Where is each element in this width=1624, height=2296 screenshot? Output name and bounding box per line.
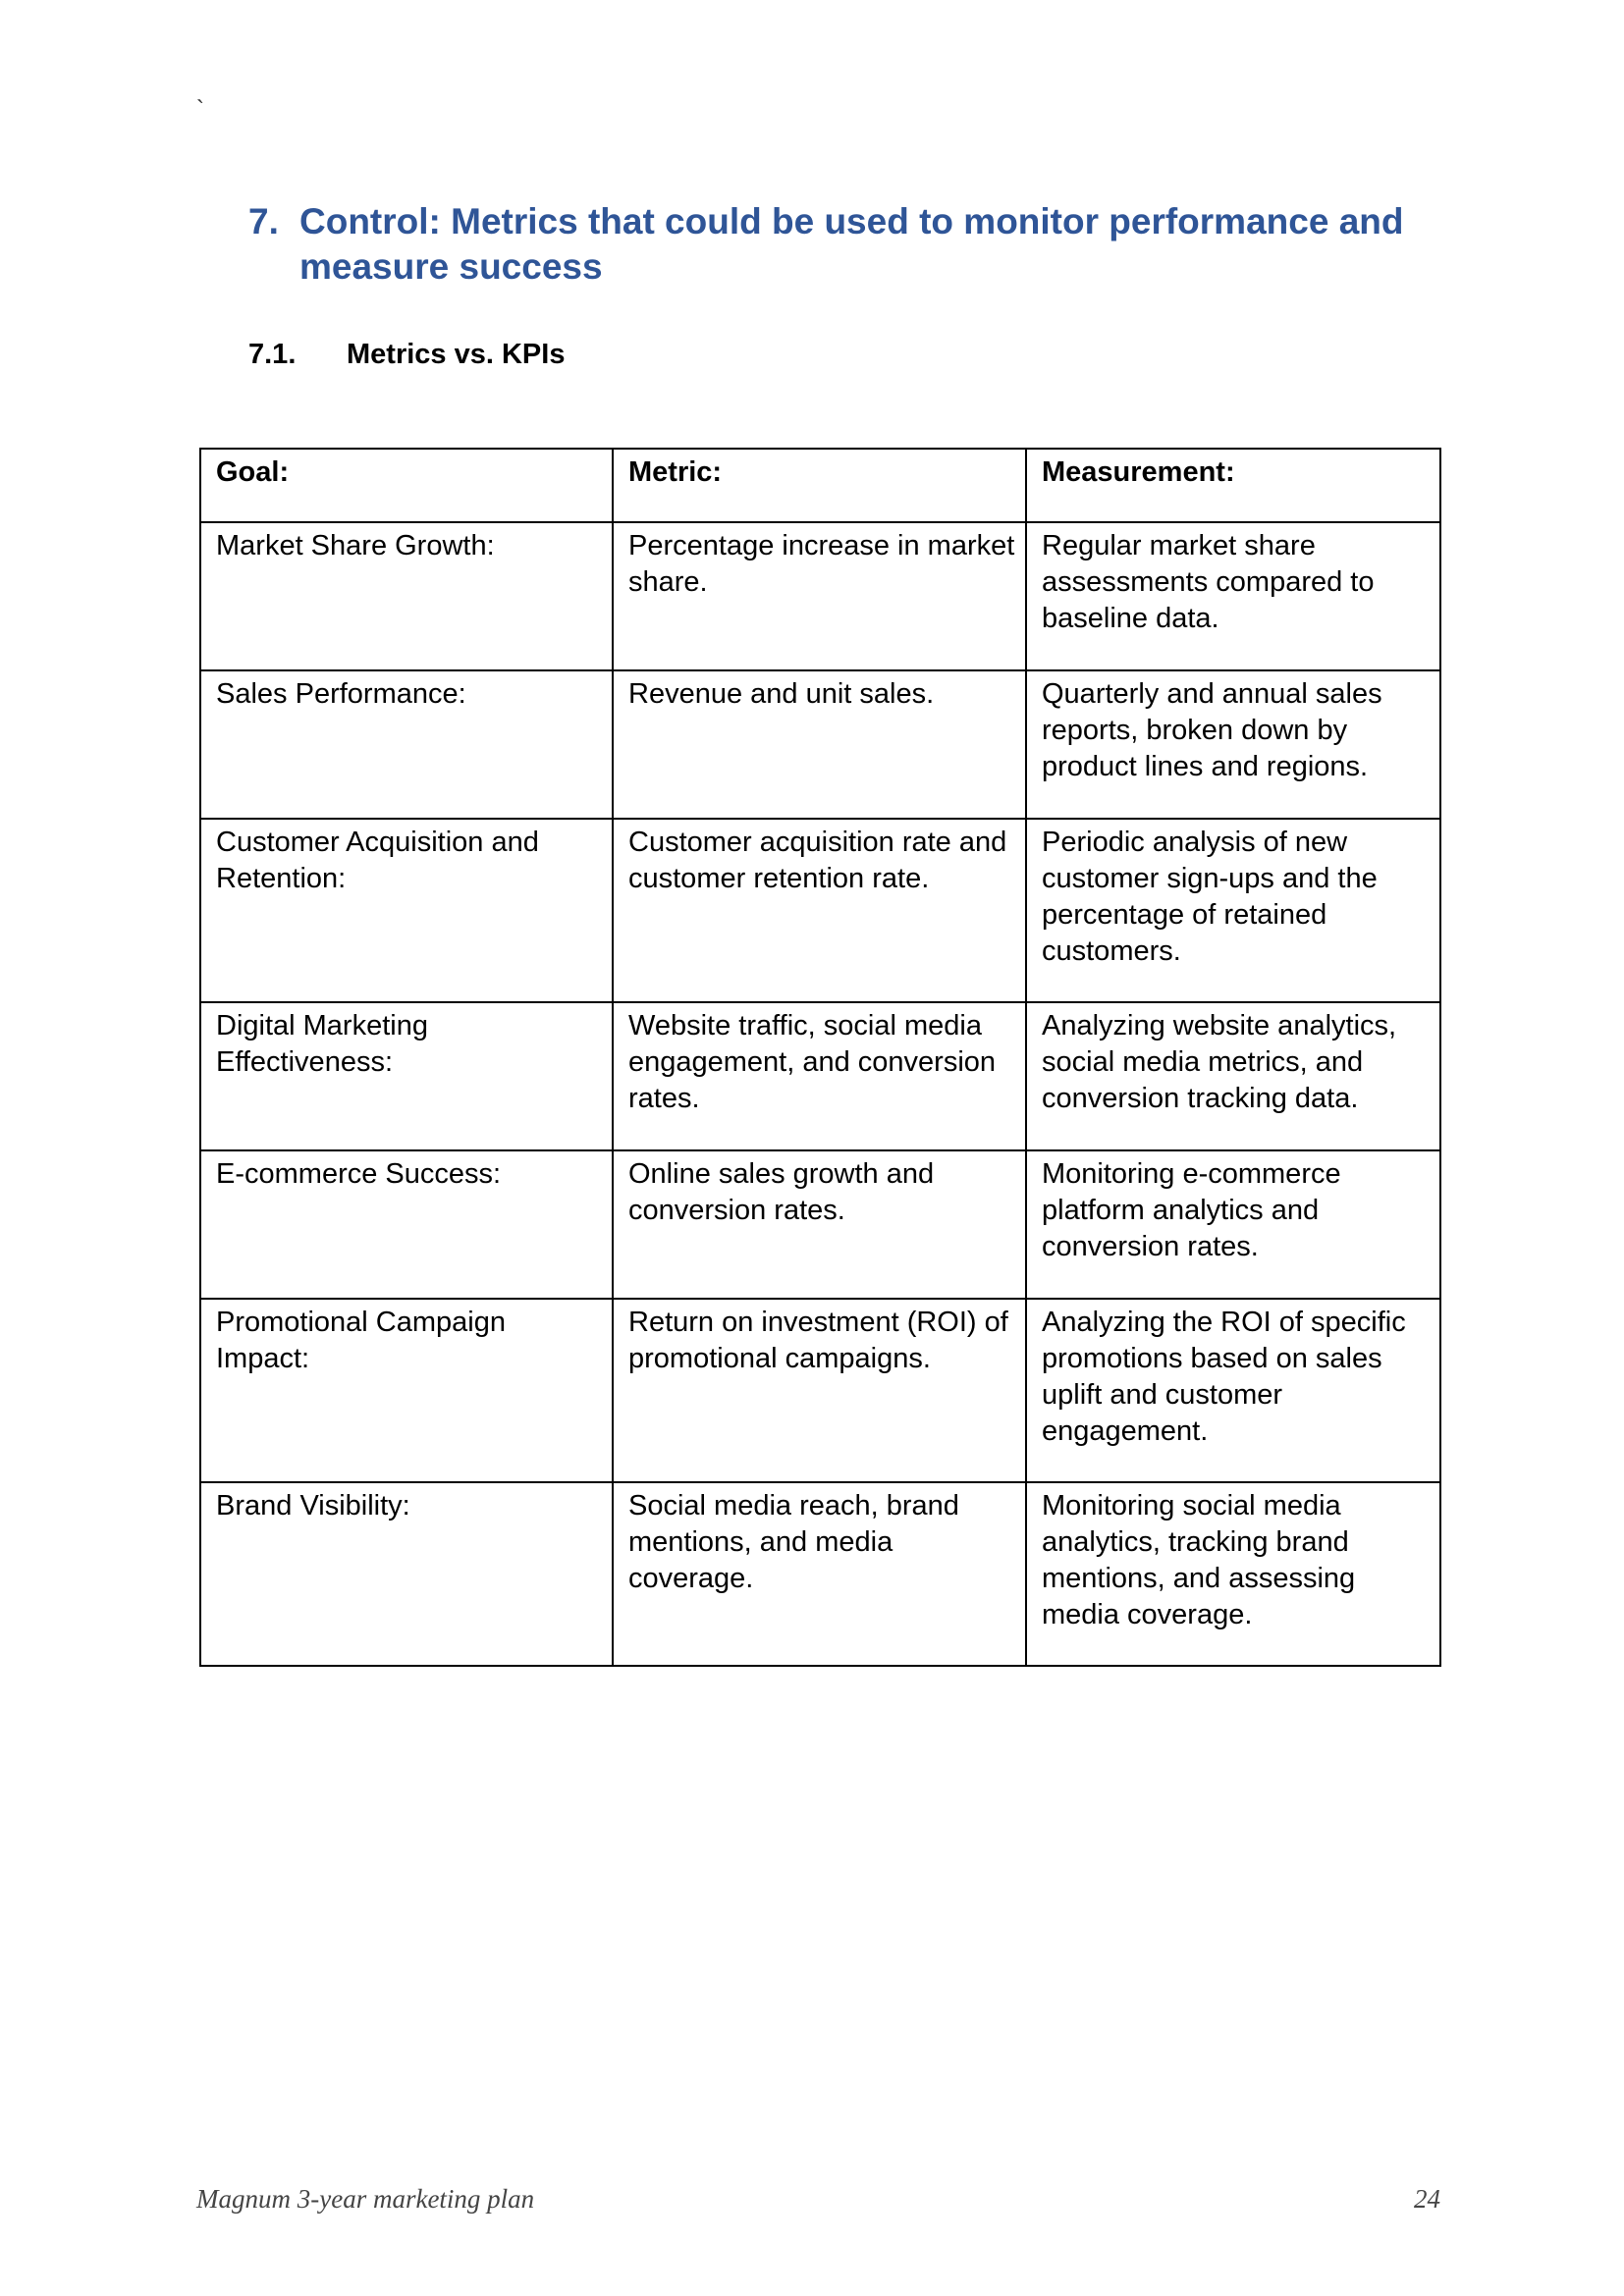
goal-cell: Promotional Campaign Impact: — [200, 1299, 613, 1482]
header-goal: Goal: — [200, 449, 613, 522]
goal-cell: Sales Performance: — [200, 670, 613, 819]
header-measurement: Measurement: — [1026, 449, 1440, 522]
corner-mark: ` — [196, 96, 204, 123]
table-row — [200, 522, 1440, 670]
measurement-cell: Quarterly and annual sales reports, broken down by product lines and regions. — [1026, 670, 1440, 819]
measurement-cell: Monitoring social media analytics, tracking brand mentions, and assessing media coverage. — [1026, 1482, 1440, 1666]
table-header-row — [200, 449, 1440, 522]
subsection-heading-text: Metrics vs. KPIs — [347, 339, 566, 370]
metric-cell: Revenue and unit sales. — [613, 670, 1026, 819]
table-row — [200, 819, 1440, 1002]
metric-cell: Return on investment (ROI) of promotional campaigns. — [613, 1299, 1026, 1482]
table-row — [200, 670, 1440, 819]
metric-cell: Percentage increase in market share. — [613, 522, 1026, 670]
metric-cell: Customer acquisition rate and customer retention rate. — [613, 819, 1026, 1002]
footer-document-title: Magnum 3-year marketing plan — [196, 2184, 535, 2214]
metrics-table — [199, 448, 1441, 1667]
subsection-heading-number: 7.1. — [248, 339, 297, 370]
section-heading — [248, 199, 1466, 290]
measurement-cell: Analyzing website analytics, social media metrics, and conversion tracking data. — [1026, 1002, 1440, 1150]
table-row — [200, 1150, 1440, 1299]
goal-cell: Market Share Growth: — [200, 522, 613, 670]
table-row — [200, 1002, 1440, 1150]
measurement-cell: Monitoring e-commerce platform analytics and conversion rates. — [1026, 1150, 1440, 1299]
goal-cell: Digital Marketing Effectiveness: — [200, 1002, 613, 1150]
measurement-cell: Periodic analysis of new customer sign-ups and the percentage of retained customers. — [1026, 819, 1440, 1002]
measurement-cell: Analyzing the ROI of specific promotions based on sales uplift and customer engagement. — [1026, 1299, 1440, 1482]
metric-cell: Website traffic, social media engagement, and conversion rates. — [613, 1002, 1026, 1150]
goal-cell: Brand Visibility: — [200, 1482, 613, 1666]
metric-cell: Social media reach, brand mentions, and media coverage. — [613, 1482, 1026, 1666]
goal-cell: E-commerce Success: — [200, 1150, 613, 1299]
footer-page-number: 24 — [1414, 2184, 1440, 2214]
section-heading-number: 7. — [248, 201, 279, 241]
table-row — [200, 1482, 1440, 1666]
section-heading-text: Control: Metrics that could be used to monitor performance and measure success — [299, 201, 1404, 287]
metric-cell: Online sales growth and conversion rates. — [613, 1150, 1026, 1299]
goal-cell: Customer Acquisition and Retention: — [200, 819, 613, 1002]
header-metric: Metric: — [613, 449, 1026, 522]
measurement-cell: Regular market share assessments compared to baseline data. — [1026, 522, 1440, 670]
table-row — [200, 1299, 1440, 1482]
